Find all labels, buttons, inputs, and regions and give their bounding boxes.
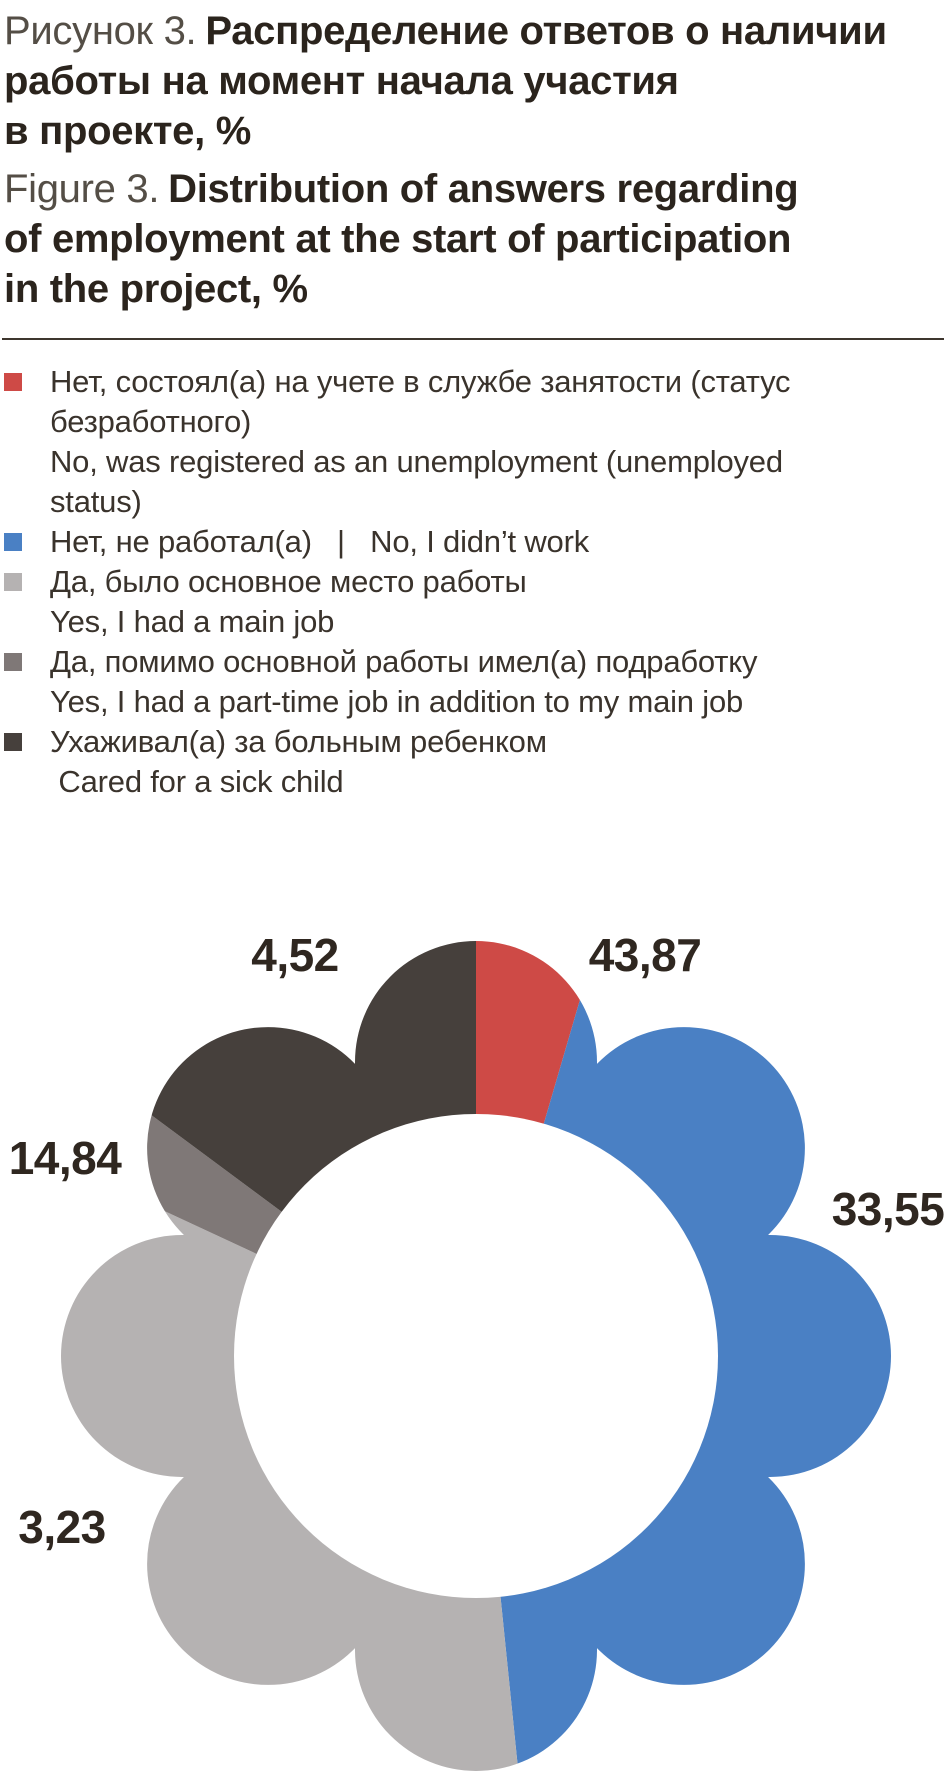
value-label-2: 33,55 xyxy=(831,1183,945,1235)
separator-line xyxy=(2,338,944,340)
figure-title-en-line-1 xyxy=(4,164,944,214)
value-label-1: 43,87 xyxy=(588,929,702,981)
figure-title-ru-line-1 xyxy=(4,6,944,56)
legend-item-4 xyxy=(4,722,940,802)
legend-line: status) xyxy=(50,484,142,519)
flower-pie-chart xyxy=(0,880,946,1778)
legend-line: Нет, не работал(а) | No, I didn’t work xyxy=(50,524,590,559)
figure-title-ru xyxy=(4,6,944,156)
legend-lines-2 xyxy=(50,562,940,642)
donut-hole xyxy=(234,1114,718,1598)
figure-title-ru-text: Распределение ответов о наличии xyxy=(205,9,887,53)
flower-pie-svg xyxy=(0,880,946,1778)
legend-swatch-1 xyxy=(4,533,22,551)
legend-lines-3 xyxy=(50,642,940,722)
legend-lines-4 xyxy=(50,722,940,802)
legend-lines-0 xyxy=(50,362,940,522)
figure-title-en xyxy=(4,164,944,314)
legend-item-0 xyxy=(4,362,940,522)
legend-lines-1 xyxy=(50,522,940,562)
legend-line: Yes, I had a part-time job in addition to my main job xyxy=(50,684,744,719)
legend-line: No, was registered as an unemployment (unemployed xyxy=(50,444,783,479)
figure-title-en-text: Distribution of answers regarding xyxy=(168,167,799,211)
legend-line: Yes, I had a main job xyxy=(50,604,335,639)
legend-line: Да, было основное место работы xyxy=(50,564,527,599)
value-label-4: 14,84 xyxy=(8,1132,122,1184)
figure-number-en: Figure 3. xyxy=(4,167,160,211)
legend-line: Cared for a sick child xyxy=(50,764,344,799)
figure-title-en-line-3: in the project, % xyxy=(4,267,308,311)
legend xyxy=(4,362,940,802)
legend-swatch-2 xyxy=(4,573,22,591)
legend-line: безработного) xyxy=(50,404,252,439)
legend-line: Да, помимо основной работы имел(а) подработку xyxy=(50,644,758,679)
value-label-3: 3,23 xyxy=(18,1501,106,1553)
legend-item-1 xyxy=(4,522,940,562)
figure-number-ru: Рисунок 3. xyxy=(4,9,197,53)
legend-line: Нет, состоял(а) на учете в службе занятости (статус xyxy=(50,364,791,399)
legend-line: Ухаживал(а) за больным ребенком xyxy=(50,724,547,759)
figure-title-ru-line-2: работы на момент начала участия xyxy=(4,59,679,103)
figure-title-en-line-2: of employment at the start of participation xyxy=(4,217,792,261)
legend-swatch-3 xyxy=(4,653,22,671)
figure-title-block xyxy=(4,6,944,314)
legend-swatch-0 xyxy=(4,373,22,391)
value-label-0: 4,52 xyxy=(251,929,339,981)
legend-item-3 xyxy=(4,642,940,722)
figure-title-ru-line-3: в проекте, % xyxy=(4,109,252,153)
legend-swatch-4 xyxy=(4,733,22,751)
legend-item-2 xyxy=(4,562,940,642)
